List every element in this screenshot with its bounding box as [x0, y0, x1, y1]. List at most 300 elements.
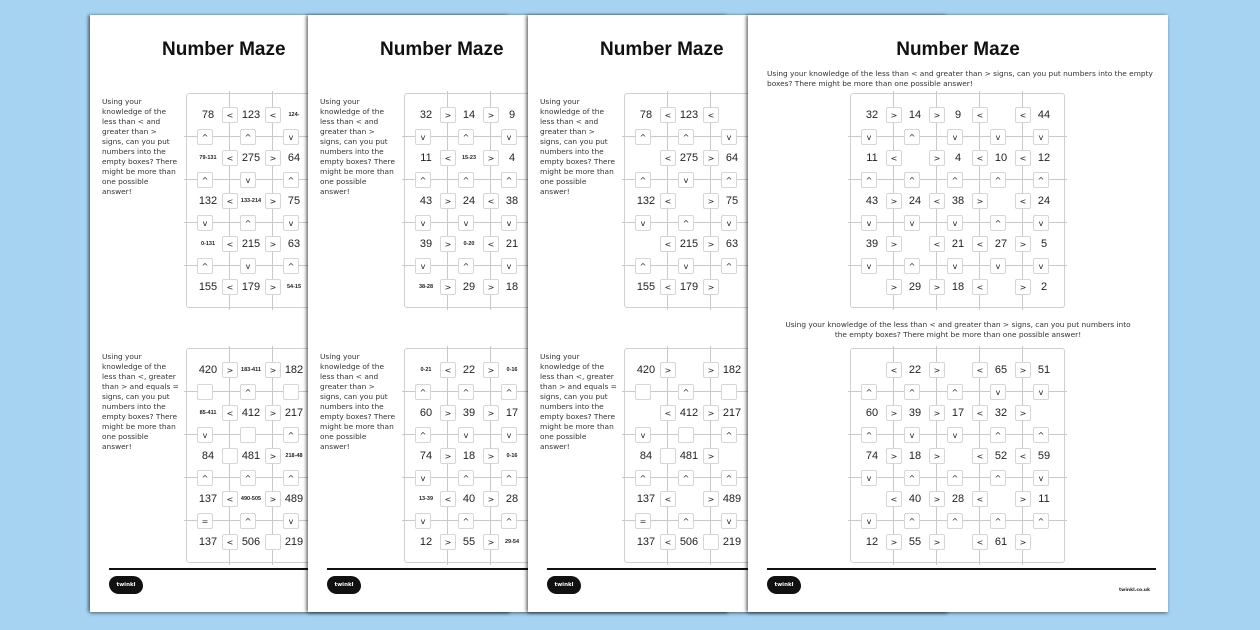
maze-cell: 412: [241, 407, 261, 419]
maze-cell: 4: [954, 152, 962, 164]
comparison-sign: v: [990, 129, 1006, 145]
comparison-sign: v: [1033, 258, 1049, 274]
maze-cell: 179: [241, 281, 261, 293]
maze-cell: 218-48: [285, 453, 303, 459]
comparison-sign: >: [440, 279, 456, 295]
comparison-sign: <: [222, 534, 238, 550]
comparison-sign: <: [440, 150, 456, 166]
comparison-sign: >: [703, 362, 719, 378]
maze-cell: 78: [639, 109, 653, 121]
maze-cell: 51: [1037, 364, 1051, 376]
comparison-sign: ^: [197, 470, 213, 486]
maze-cell: 39: [419, 238, 433, 250]
maze-cell: 0-16: [506, 367, 518, 373]
maze-cell: 219: [284, 536, 304, 548]
footer-url: twinkl.co.uk: [1119, 588, 1150, 593]
comparison-sign: >: [222, 362, 238, 378]
maze-cell: 28: [505, 493, 519, 505]
maze-cell: 217: [284, 407, 304, 419]
comparison-sign: ^: [721, 258, 737, 274]
maze-cell: 55: [462, 536, 476, 548]
maze-cell: 22: [908, 364, 922, 376]
comparison-sign: ^: [990, 172, 1006, 188]
maze-cell: 13-39: [418, 496, 434, 502]
maze-cell: 124-: [288, 112, 300, 118]
maze-cell: 21: [505, 238, 519, 250]
comparison-sign: >: [972, 193, 988, 209]
twinkl-logo: twinkl: [327, 576, 361, 594]
comparison-sign: ^: [678, 470, 694, 486]
comparison-sign: <: [929, 236, 945, 252]
maze-cell: 29: [462, 281, 476, 293]
maze-cell: 75: [725, 195, 739, 207]
comparison-sign: =: [635, 513, 651, 529]
comparison-sign: v: [501, 129, 517, 145]
comparison-sign: ^: [904, 513, 920, 529]
comparison-sign: v: [861, 470, 877, 486]
comparison-sign: ^: [501, 513, 517, 529]
comparison-sign: <: [265, 107, 281, 123]
number-maze-2: [850, 348, 1065, 563]
maze-cell: 52: [994, 450, 1008, 462]
comparison-sign: [240, 427, 256, 443]
comparison-sign: >: [483, 534, 499, 550]
comparison-sign: >: [703, 491, 719, 507]
maze-cell: [719, 105, 745, 125]
comparison-sign: >: [265, 491, 281, 507]
maze-cell: 29: [908, 281, 922, 293]
maze-cell: [633, 403, 659, 423]
comparison-sign: v: [721, 215, 737, 231]
comparison-sign: >: [483, 362, 499, 378]
comparison-sign: v: [283, 215, 299, 231]
comparison-sign: >: [886, 405, 902, 421]
comparison-sign: ^: [721, 172, 737, 188]
comparison-sign: >: [929, 534, 945, 550]
comparison-sign: v: [458, 427, 474, 443]
comparison-sign: v: [501, 427, 517, 443]
maze-cell: 506: [679, 536, 699, 548]
comparison-sign: >: [483, 491, 499, 507]
comparison-sign: ^: [904, 384, 920, 400]
maze-cell: 29-54: [504, 539, 520, 545]
maze-cell: 9: [954, 109, 962, 121]
comparison-sign: >: [886, 448, 902, 464]
comparison-sign: v: [990, 384, 1006, 400]
comparison-sign: ^: [458, 258, 474, 274]
comparison-sign: <: [222, 405, 238, 421]
comparison-sign: ^: [458, 384, 474, 400]
maze-cell: 39: [462, 407, 476, 419]
comparison-sign: v: [635, 215, 651, 231]
maze-cell: 55: [908, 536, 922, 548]
maze-cell: 11: [1038, 493, 1050, 505]
comparison-sign: v: [458, 215, 474, 231]
maze-cell: 32: [865, 109, 879, 121]
maze-cell: 489: [284, 493, 304, 505]
maze-cell: 219: [722, 536, 742, 548]
comparison-sign: >: [703, 448, 719, 464]
maze-cell: [676, 489, 702, 509]
maze-cell: 38: [505, 195, 519, 207]
comparison-sign: >: [929, 405, 945, 421]
comparison-sign: ^: [990, 513, 1006, 529]
comparison-sign: ^: [861, 427, 877, 443]
maze-cell: 14: [462, 109, 476, 121]
comparison-sign: [635, 384, 651, 400]
comparison-sign: [283, 384, 299, 400]
instructions-1: Using your knowledge of the less than < and greater than > signs, can you put numbers into the empty boxes? There might be more than one possible answer!: [320, 97, 396, 196]
comparison-sign: [703, 534, 719, 550]
comparison-sign: ^: [197, 258, 213, 274]
maze-cell: 44: [1037, 109, 1051, 121]
comparison-sign: v: [197, 427, 213, 443]
twinkl-logo: twinkl: [547, 576, 581, 594]
maze-cell: [945, 532, 971, 552]
comparison-sign: >: [929, 150, 945, 166]
comparison-sign: >: [1015, 534, 1031, 550]
comparison-sign: <: [886, 491, 902, 507]
comparison-sign: v: [947, 129, 963, 145]
maze-cell: 74: [865, 450, 879, 462]
maze-cell: [902, 148, 928, 168]
maze-cell: 24: [908, 195, 922, 207]
comparison-sign: <: [972, 279, 988, 295]
maze-cell: 17: [505, 407, 519, 419]
comparison-sign: <: [660, 236, 676, 252]
maze-cell: 18: [951, 281, 965, 293]
comparison-sign: v: [947, 258, 963, 274]
maze-cell: 132: [636, 195, 656, 207]
comparison-sign: <: [972, 448, 988, 464]
maze-cell: 12: [1037, 152, 1051, 164]
page-title: Number Maze: [896, 39, 1020, 60]
comparison-sign: <: [440, 491, 456, 507]
instructions-1: Using your knowledge of the less than < and greater than > signs, can you put numbers into the empty boxes? There might be more than one possible answer!: [540, 97, 616, 196]
comparison-sign: <: [1015, 448, 1031, 464]
comparison-sign: <: [972, 107, 988, 123]
comparison-sign: >: [483, 405, 499, 421]
maze-cell: 420: [198, 364, 218, 376]
comparison-sign: ^: [861, 172, 877, 188]
comparison-sign: v: [240, 258, 256, 274]
comparison-sign: ^: [283, 172, 299, 188]
maze-cell: 59: [1037, 450, 1051, 462]
comparison-sign: ^: [990, 470, 1006, 486]
comparison-sign: ^: [415, 172, 431, 188]
maze-cell: 17: [951, 407, 965, 419]
comparison-sign: >: [929, 107, 945, 123]
comparison-sign: >: [703, 279, 719, 295]
maze-cell: 123: [679, 109, 699, 121]
comparison-sign: v: [1033, 129, 1049, 145]
maze-cell: 412: [679, 407, 699, 419]
comparison-sign: ^: [240, 215, 256, 231]
comparison-sign: >: [886, 236, 902, 252]
comparison-sign: >: [265, 405, 281, 421]
comparison-sign: ^: [415, 427, 431, 443]
comparison-sign: v: [990, 258, 1006, 274]
comparison-sign: <: [660, 405, 676, 421]
comparison-sign: <: [972, 491, 988, 507]
comparison-sign: >: [265, 279, 281, 295]
comparison-sign: >: [929, 491, 945, 507]
comparison-sign: >: [929, 448, 945, 464]
maze-cell: 27: [994, 238, 1008, 250]
maze-cell: 63: [725, 238, 739, 250]
comparison-sign: v: [947, 427, 963, 443]
comparison-sign: >: [483, 448, 499, 464]
comparison-sign: ^: [678, 129, 694, 145]
maze-cell: [859, 360, 885, 380]
comparison-sign: <: [483, 236, 499, 252]
maze-cell: 40: [462, 493, 476, 505]
twinkl-logo: twinkl: [767, 576, 801, 594]
comparison-sign: <: [660, 534, 676, 550]
maze-cell: 275: [679, 152, 699, 164]
maze-cell: 38: [951, 195, 965, 207]
footer-divider: [767, 568, 1156, 570]
comparison-sign: ^: [283, 427, 299, 443]
maze-cell: 12: [419, 536, 433, 548]
maze-cell: 61: [994, 536, 1008, 548]
comparison-sign: ^: [197, 129, 213, 145]
maze-cell: [945, 360, 971, 380]
comparison-sign: v: [415, 258, 431, 274]
maze-cell: [676, 191, 702, 211]
comparison-sign: <: [483, 193, 499, 209]
comparison-sign: >: [1015, 279, 1031, 295]
comparison-sign: ^: [1033, 172, 1049, 188]
maze-cell: 137: [198, 493, 218, 505]
maze-cell: 32: [419, 109, 433, 121]
comparison-sign: >: [1015, 236, 1031, 252]
comparison-sign: v: [721, 129, 737, 145]
maze-cell: 32: [994, 407, 1008, 419]
comparison-sign: [678, 427, 694, 443]
comparison-sign: >: [440, 405, 456, 421]
comparison-sign: <: [660, 193, 676, 209]
maze-cell: 74: [419, 450, 433, 462]
maze-cell: 11: [420, 152, 432, 164]
maze-cell: 12: [865, 536, 879, 548]
comparison-sign: <: [440, 362, 456, 378]
comparison-sign: <: [703, 107, 719, 123]
comparison-sign: >: [440, 107, 456, 123]
comparison-sign: [222, 448, 238, 464]
comparison-sign: >: [265, 448, 281, 464]
maze-cell: 275: [241, 152, 261, 164]
maze-cell: 38-28: [418, 284, 434, 290]
comparison-sign: v: [678, 172, 694, 188]
comparison-sign: <: [222, 107, 238, 123]
comparison-sign: <: [660, 491, 676, 507]
maze-cell: 2: [1040, 281, 1048, 293]
maze-cell: 137: [636, 493, 656, 505]
comparison-sign: <: [972, 236, 988, 252]
comparison-sign: >: [440, 236, 456, 252]
maze-cell: 43: [865, 195, 879, 207]
maze-cell: 481: [241, 450, 261, 462]
maze-cell: [676, 360, 702, 380]
comparison-sign: ^: [415, 384, 431, 400]
comparison-sign: >: [265, 193, 281, 209]
comparison-sign: >: [265, 362, 281, 378]
comparison-sign: =: [197, 513, 213, 529]
comparison-sign: ^: [197, 172, 213, 188]
comparison-sign: v: [415, 470, 431, 486]
comparison-sign: >: [440, 534, 456, 550]
maze-cell: 15-23: [461, 155, 477, 161]
maze-cell: 64: [287, 152, 301, 164]
comparison-sign: <: [972, 534, 988, 550]
maze-cell: 182: [284, 364, 304, 376]
comparison-sign: v: [1033, 215, 1049, 231]
comparison-sign: [660, 448, 676, 464]
comparison-sign: >: [660, 362, 676, 378]
comparison-sign: ^: [904, 258, 920, 274]
maze-cell: 217: [722, 407, 742, 419]
comparison-sign: v: [1033, 384, 1049, 400]
maze-cell: 65: [994, 364, 1008, 376]
comparison-sign: <: [972, 150, 988, 166]
comparison-sign: >: [440, 448, 456, 464]
maze-cell: 155: [198, 281, 218, 293]
maze-cell: 0-131: [200, 241, 216, 247]
maze-cell: [902, 234, 928, 254]
comparison-sign: ^: [721, 470, 737, 486]
maze-cell: 506: [241, 536, 261, 548]
comparison-sign: ^: [635, 470, 651, 486]
maze-cell: 28: [951, 493, 965, 505]
maze-cell: [859, 489, 885, 509]
comparison-sign: >: [929, 362, 945, 378]
maze-cell: 0-20: [463, 241, 475, 247]
maze-cell: [988, 105, 1014, 125]
instructions-2: Using your knowledge of the less than < and greater than > signs, can you put numbers into the empty boxes? There might be more than one possible answer!: [320, 352, 396, 451]
maze-cell: 137: [636, 536, 656, 548]
comparison-sign: >: [929, 279, 945, 295]
page-title: Number Maze: [600, 39, 724, 60]
comparison-sign: <: [222, 279, 238, 295]
maze-cell: 10: [994, 152, 1008, 164]
maze-cell: 155: [636, 281, 656, 293]
comparison-sign: >: [483, 279, 499, 295]
maze-cell: 64: [725, 152, 739, 164]
comparison-sign: ^: [947, 470, 963, 486]
comparison-sign: >: [265, 150, 281, 166]
comparison-sign: ^: [635, 258, 651, 274]
comparison-sign: >: [703, 236, 719, 252]
maze-cell: 84: [201, 450, 215, 462]
maze-cell: 40: [908, 493, 922, 505]
comparison-sign: v: [283, 129, 299, 145]
maze-cell: 11: [866, 152, 878, 164]
comparison-sign: v: [197, 215, 213, 231]
worksheet-page: [748, 15, 1168, 612]
maze-cell: 18: [462, 450, 476, 462]
maze-cell: [988, 277, 1014, 297]
instructions-2: Using your knowledge of the less than <, greater than > and equals = signs, can you put numbers into the empty boxes? There might be more than one possible answer!: [540, 352, 617, 451]
comparison-sign: <: [886, 362, 902, 378]
maze-cell: 420: [636, 364, 656, 376]
comparison-sign: <: [1015, 107, 1031, 123]
comparison-sign: >: [1015, 362, 1031, 378]
maze-cell: [988, 489, 1014, 509]
comparison-sign: ^: [904, 172, 920, 188]
maze-cell: 18: [505, 281, 519, 293]
maze-cell: [719, 277, 745, 297]
maze-cell: 179: [679, 281, 699, 293]
maze-cell: 39: [865, 238, 879, 250]
instructions-1: Using your knowledge of the less than < and greater than > signs, can you put numbers into the empty boxes? There might be more than one possible answer!: [767, 69, 1153, 88]
comparison-sign: v: [240, 172, 256, 188]
comparison-sign: v: [415, 215, 431, 231]
maze-cell: [633, 148, 659, 168]
comparison-sign: [721, 384, 737, 400]
comparison-sign: >: [1015, 491, 1031, 507]
comparison-sign: ^: [501, 384, 517, 400]
maze-cell: 18: [908, 450, 922, 462]
maze-cell: 79-131: [199, 155, 217, 161]
comparison-sign: ^: [240, 470, 256, 486]
comparison-sign: <: [972, 362, 988, 378]
comparison-sign: ^: [990, 215, 1006, 231]
comparison-sign: ^: [721, 427, 737, 443]
maze-cell: 24: [1037, 195, 1051, 207]
maze-cell: 78: [201, 109, 215, 121]
maze-cell: 490-505: [240, 496, 262, 502]
comparison-sign: v: [1033, 470, 1049, 486]
comparison-sign: ^: [678, 384, 694, 400]
comparison-sign: v: [721, 513, 737, 529]
maze-cell: 481: [679, 450, 699, 462]
instructions-2: Using your knowledge of the less than < and greater than > signs, can you put numbers into the empty boxes? There might be more than one possible answer!: [785, 320, 1131, 339]
comparison-sign: <: [660, 150, 676, 166]
comparison-sign: ^: [904, 470, 920, 486]
maze-cell: 0-21: [420, 367, 432, 373]
comparison-sign: v: [904, 427, 920, 443]
maze-cell: 133-214: [240, 198, 262, 204]
comparison-sign: <: [222, 150, 238, 166]
maze-cell: [1031, 403, 1057, 423]
instructions-1: Using your knowledge of the less than < and greater than > signs, can you put numbers into the empty boxes? There might be more than one possible answer!: [102, 97, 178, 196]
comparison-sign: <: [222, 236, 238, 252]
maze-cell: 132: [198, 195, 218, 207]
maze-cell: 85-411: [199, 410, 217, 416]
comparison-sign: >: [440, 193, 456, 209]
comparison-sign: >: [886, 193, 902, 209]
maze-cell: 14: [908, 109, 922, 121]
comparison-sign: <: [660, 279, 676, 295]
comparison-sign: ^: [501, 172, 517, 188]
comparison-sign: ^: [904, 129, 920, 145]
maze-cell: 75: [287, 195, 301, 207]
comparison-sign: >: [483, 150, 499, 166]
comparison-sign: <: [222, 491, 238, 507]
comparison-sign: ^: [283, 258, 299, 274]
comparison-sign: ^: [861, 384, 877, 400]
comparison-sign: >: [703, 405, 719, 421]
comparison-sign: ^: [947, 172, 963, 188]
comparison-sign: >: [886, 534, 902, 550]
maze-cell: [945, 446, 971, 466]
comparison-sign: ^: [458, 172, 474, 188]
comparison-sign: >: [886, 279, 902, 295]
comparison-sign: ^: [635, 172, 651, 188]
comparison-sign: <: [886, 150, 902, 166]
comparison-sign: ^: [1033, 513, 1049, 529]
